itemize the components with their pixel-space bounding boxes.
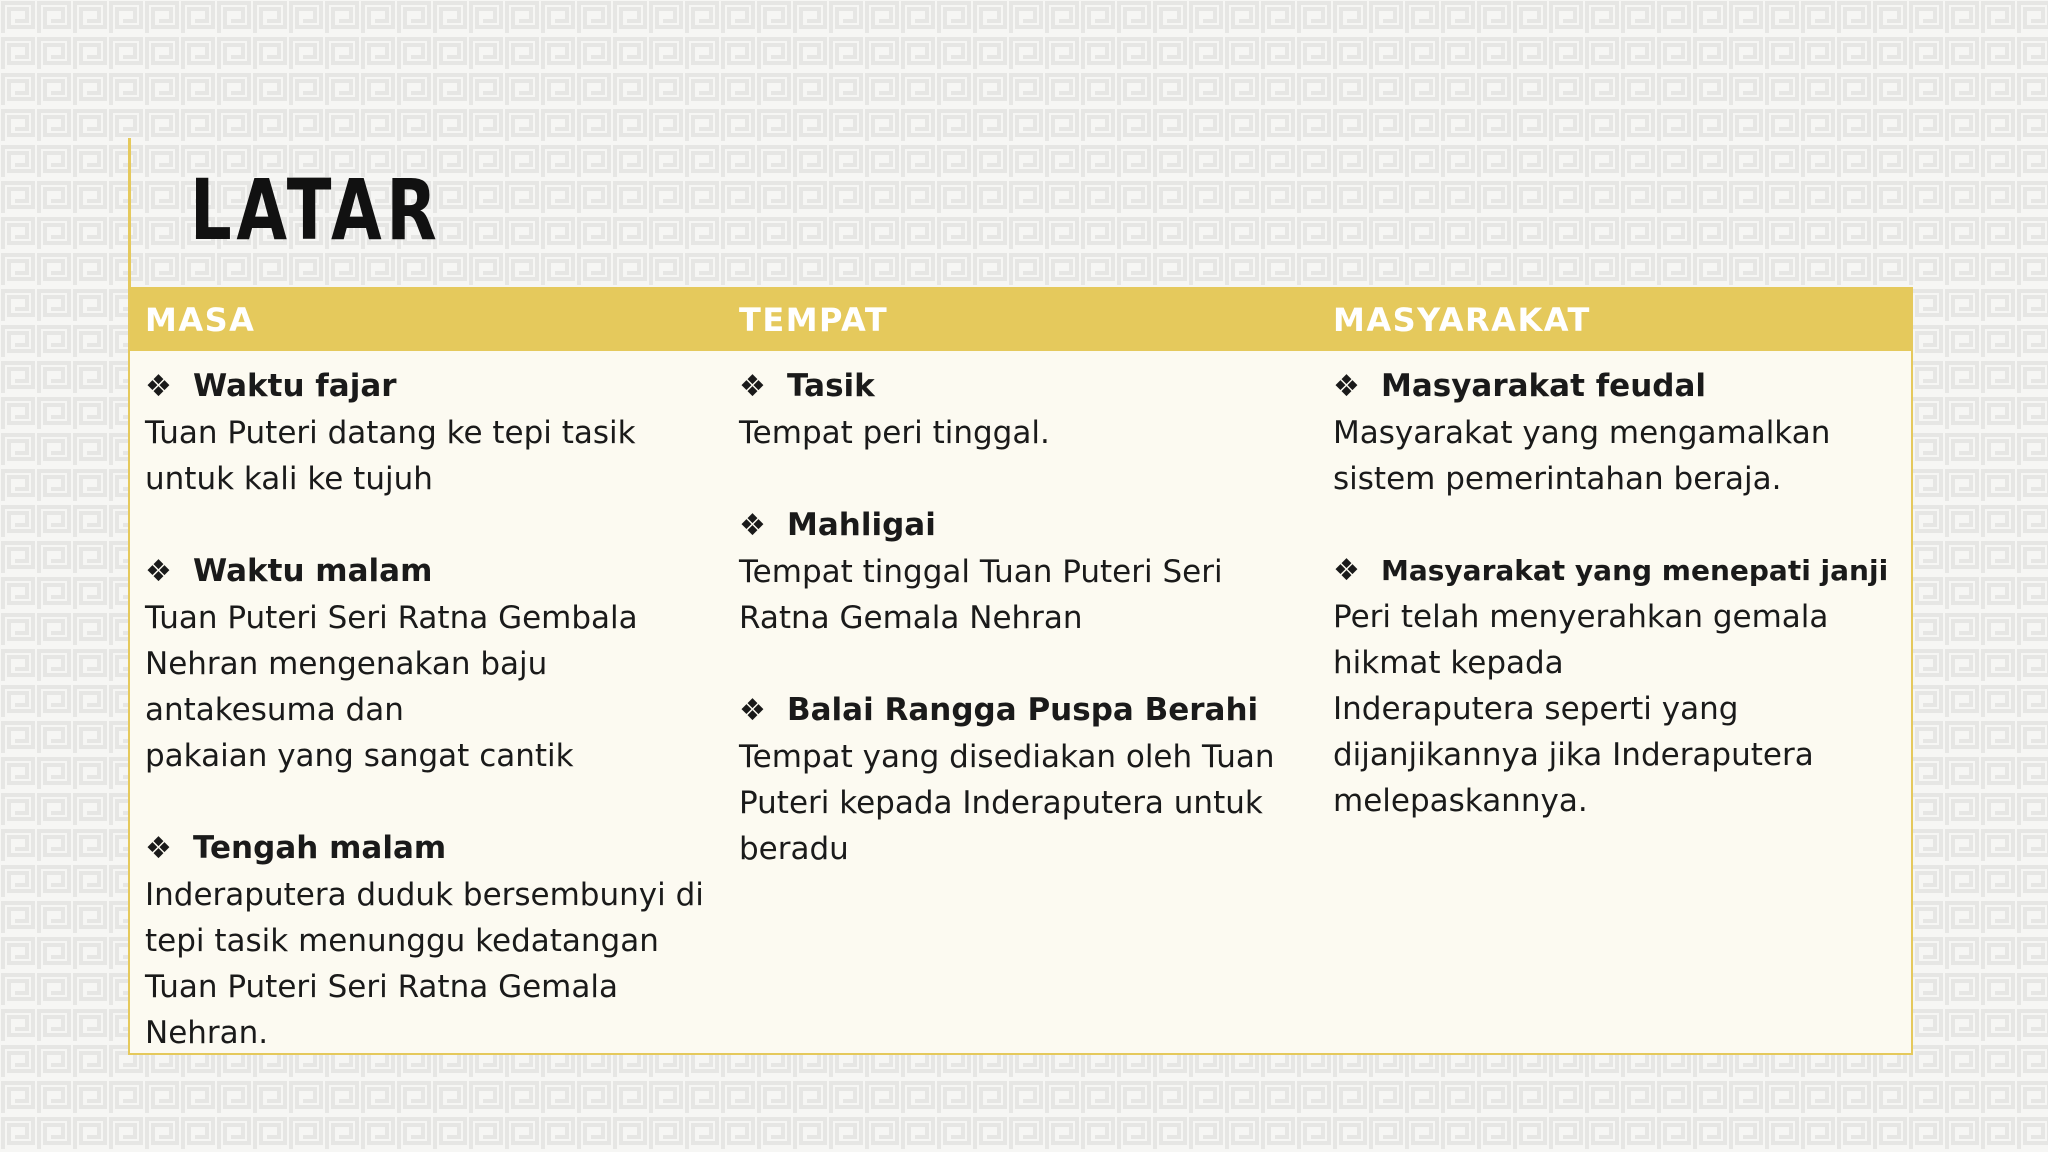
entry-body: Tuan Puteri datang ke tepi tasik untuk kali ke tujuh [145,415,636,497]
list-item [739,687,1304,872]
list-item [145,825,710,1056]
list-item [145,363,710,502]
entry-body: Tempat yang disediakan oleh Tuan Puteri kepada Inderaputera untuk beradu [739,739,1275,867]
column-header-masa: MASA [130,289,724,351]
entry-heading: Masyarakat feudal [1381,368,1707,404]
entry-heading: Waktu malam [193,553,433,589]
column-cell-masyarakat [1318,351,1911,1102]
entry-body: Masyarakat yang mengamalkan sistem pemerintahan beraja. [1333,415,1831,497]
list-item [1333,363,1897,502]
four-diamond-bullet-icon: ❖ [739,508,766,543]
four-diamond-bullet-icon: ❖ [739,693,766,728]
four-diamond-bullet-icon: ❖ [1333,369,1360,404]
entry-heading: Waktu fajar [193,368,397,404]
entry-body: Tempat peri tinggal. [739,415,1050,451]
column-cell-tempat [724,351,1318,1102]
entry-heading: Tengah malam [193,830,447,866]
title-accent-line [128,138,131,288]
entry-heading: Masyarakat yang menepati janji [1381,554,1889,587]
list-item [739,502,1304,641]
column-header-masyarakat: MASYARAKAT [1318,289,1911,351]
entry-heading: Balai Rangga Puspa Berahi [787,692,1259,728]
entry-body: Inderaputera duduk bersembunyi di tepi tasik menunggu kedatangan Tuan Puteri Seri Ratna Gemala Nehran. [145,877,704,1051]
setting-table [128,287,1913,1055]
list-item [145,548,710,779]
four-diamond-bullet-icon: ❖ [145,369,172,404]
list-item [1333,548,1897,824]
entry-heading: Mahligai [787,507,936,543]
four-diamond-bullet-icon: ❖ [739,369,766,404]
list-item [739,363,1304,456]
four-diamond-bullet-icon: ❖ [145,554,172,589]
column-cell-masa [130,351,724,1102]
slide-title: LATAR [190,161,442,259]
column-header-tempat: TEMPAT [724,289,1318,351]
four-diamond-bullet-icon: ❖ [145,831,172,866]
entry-heading: Tasik [787,368,875,404]
entry-body: Tuan Puteri Seri Ratna Gembala Nehran mengenakan baju antakesuma dan pakaian yang sangat cantik [145,600,638,774]
entry-body: Tempat tinggal Tuan Puteri Seri Ratna Gemala Nehran [739,554,1223,636]
four-diamond-bullet-icon: ❖ [1333,553,1360,588]
entry-body: Peri telah menyerahkan gemala hikmat kepada Inderaputera seperti yang dijanjikannya jika Inderaputera melepaskannya. [1333,599,1829,819]
